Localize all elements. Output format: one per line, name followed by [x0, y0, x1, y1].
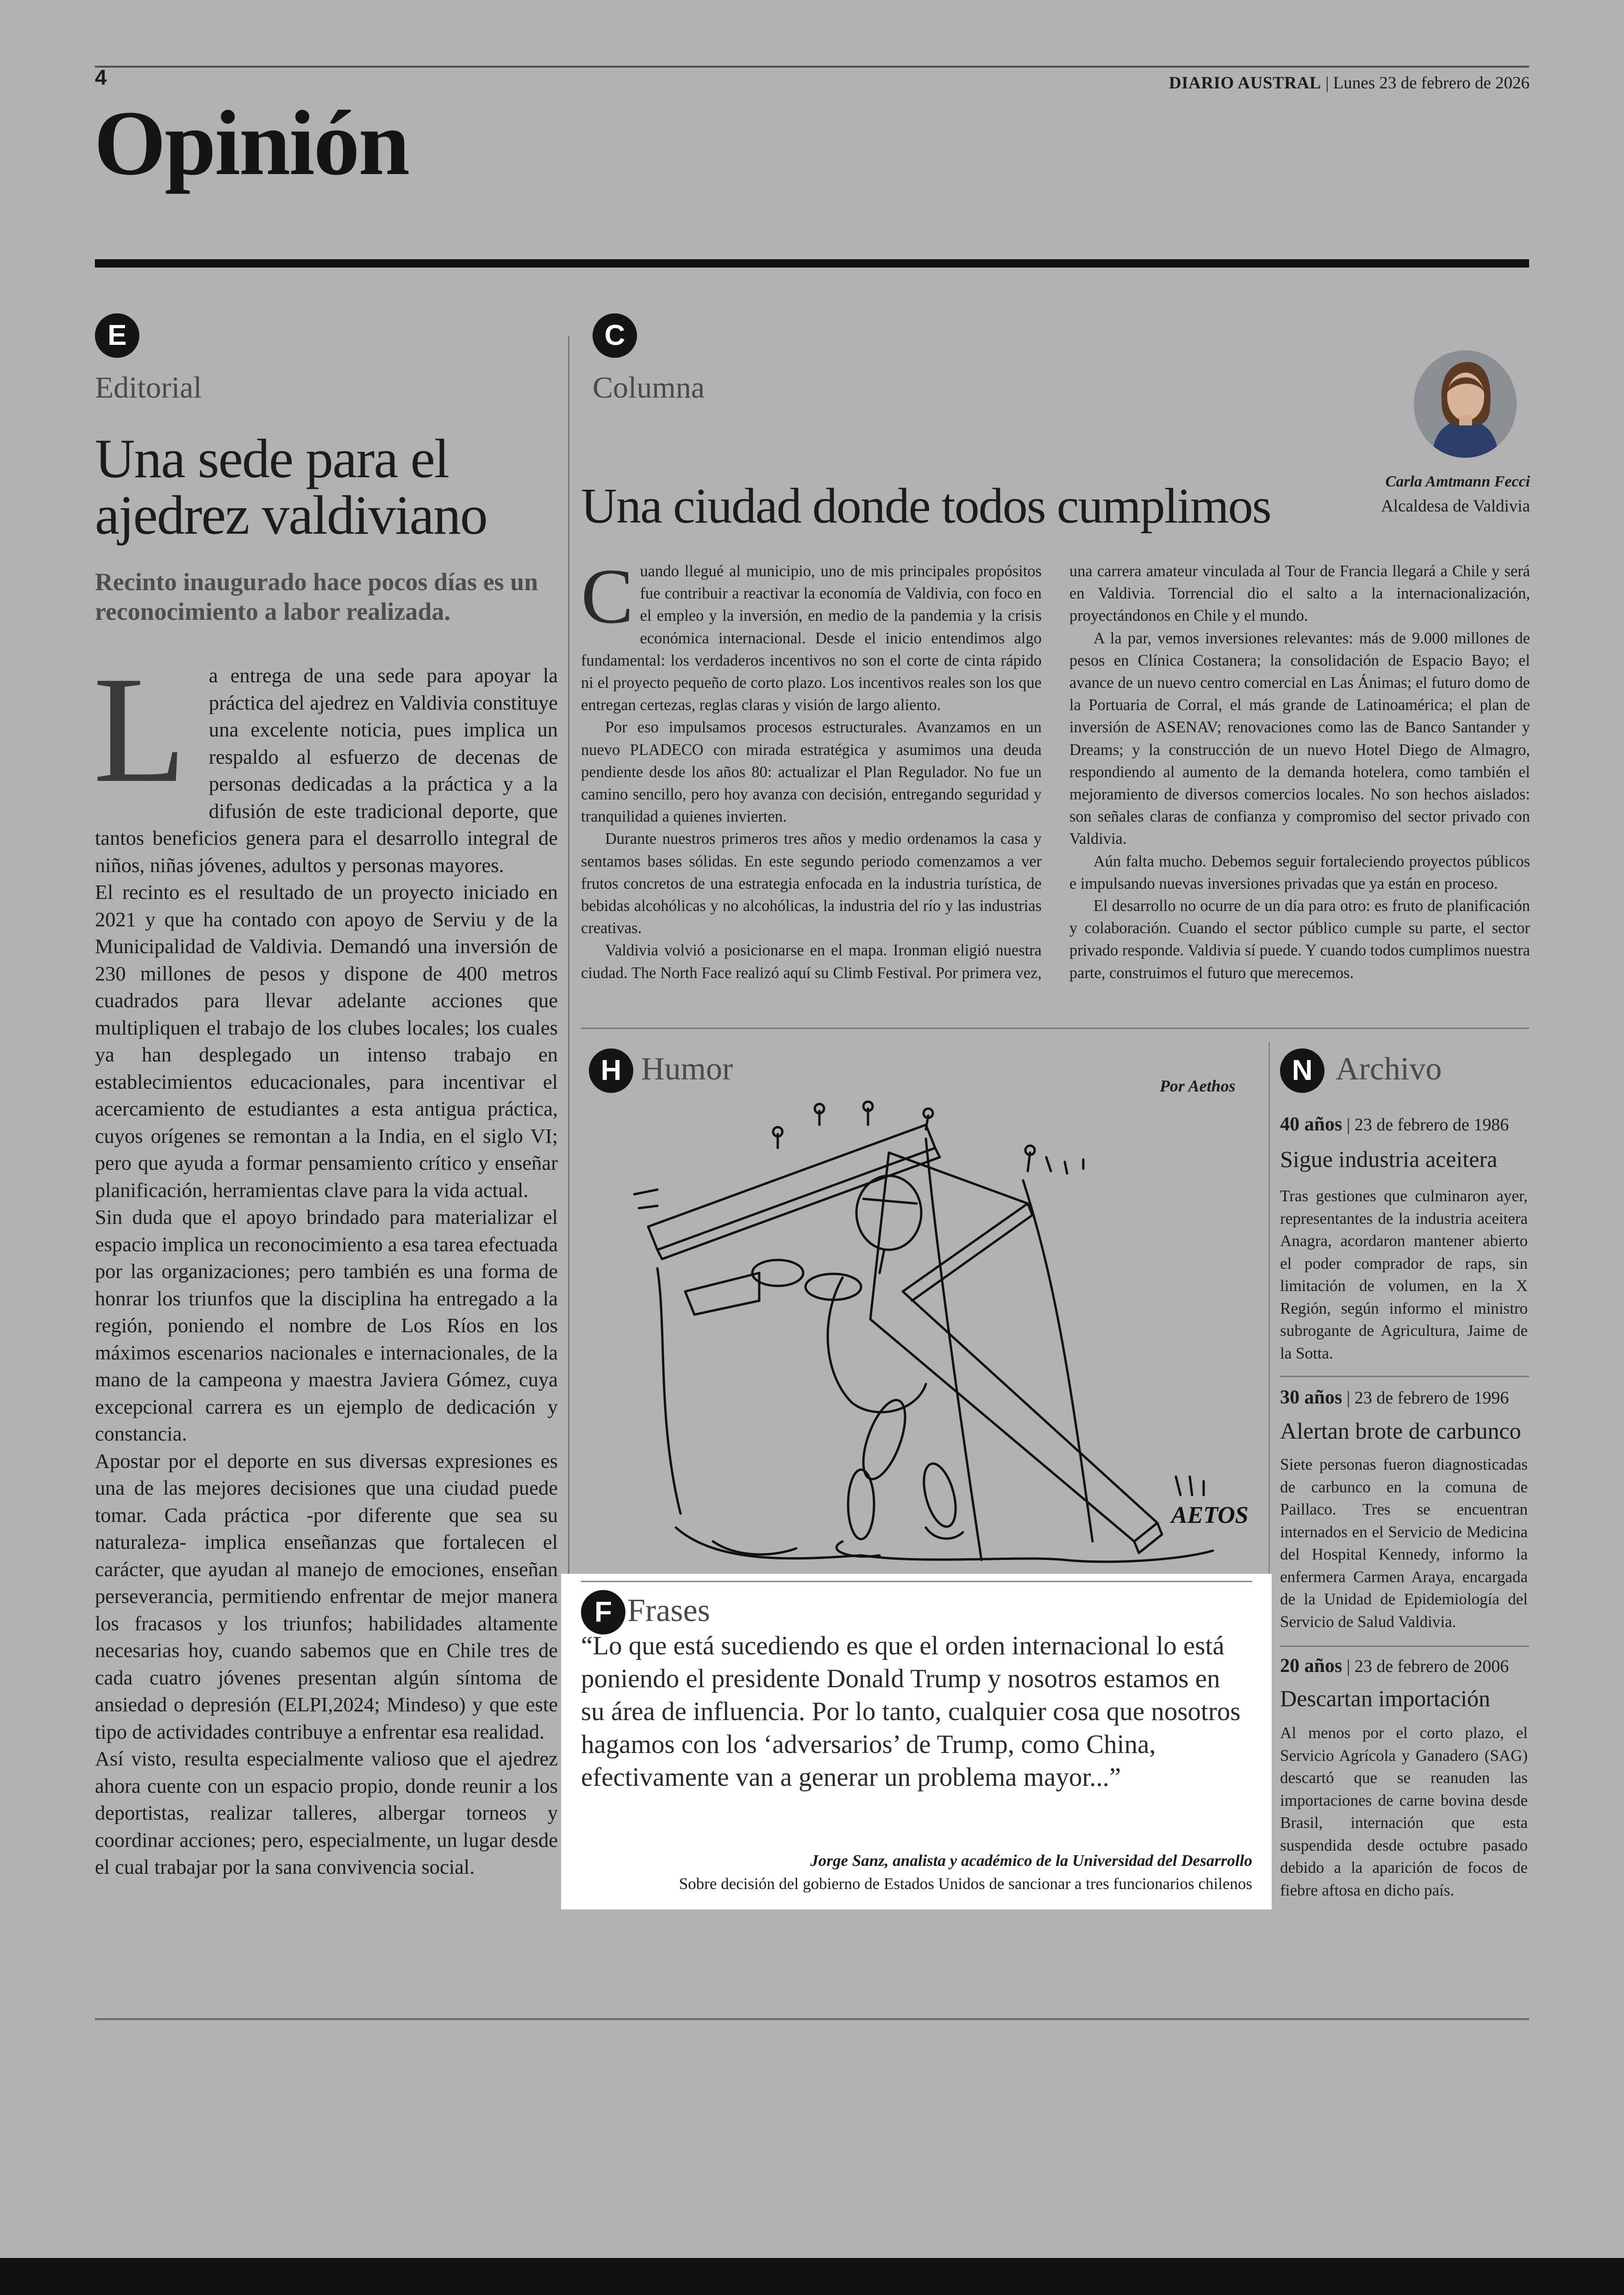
column-paragraph: Por eso impulsamos procesos estructurales. Avanzamos en un nuevo PLADECO con mirada estratégica y asumimos una deuda pendiente desde los años 80: actualizar el Plan Regulador. No fue un camino sencillo, pero hoy avanza con decisión, entregando seguridad y tranquilidad a quienes invierten. — [581, 718, 1042, 826]
footer-rule — [95, 2018, 1529, 2020]
section-title: Opinión — [94, 92, 409, 194]
editorial-paragraph: L a entrega de una sede para apoyar la práctica del ajedrez en Valdivia constituye una excelente noticia, pues implica un respaldo al esfuerzo de decenas de personas dedicadas a la práctica y a la difusión de este tradicional deporte, que tantos beneficios genera para el desarrollo integral de niños, niñas jóvenes, adultos y personas mayores. — [93, 645, 558, 877]
column-paragraph: Durante nuestros primeros tres años y medio ordenamos la casa y sentamos bases sólidas. En este segundo periodo comenzamos a ver frutos concretos de una estrategia enfocada en la industria turística, de bebidas alcohólicas y no alcohólicas, la industria del río y las industrias creativas. — [581, 830, 1042, 937]
column-badge: C — [593, 313, 637, 358]
column-dropcap: C — [581, 553, 634, 640]
archivo-item-text: Tras gestiones que culminaron ayer, representantes de la industria aceitera Anagra, acordaron mantener abierto el poder comprador de raps, sin limitación de volumen, en la X Región, según informo el ministro subrogante de Agricultura, Jaime de la Sotta. — [1280, 1187, 1528, 1362]
editorial-paragraph: Sin duda que el apoyo brindado para materializar el espacio implica un reconocimiento a esa tarea efectuada por las organizaciones; pero también es una forma de honrar los triunfos que la disciplina ha entregado a la región, poniendo el nombre de Los Ríos en los máximos escenarios nacionales e internacionales, de la mano de la campeona y maestra Javiera Gómez, cuya excepcional carrera es un ejemplo de dedicación y constancia. — [95, 1205, 558, 1445]
column-bottom-rule — [581, 1028, 1529, 1029]
issue-date: Lunes 23 de febrero de 2026 — [1333, 74, 1530, 93]
column-kicker: Columna — [593, 371, 705, 405]
archivo-item-meta: 40 años | 23 de febrero de 1986 — [1280, 1114, 1509, 1135]
column-paragraph: A la par, vemos inversiones relevantes: más de 9.000 millones de pesos en Clínica Costanera; la consolidación de Espacio Bayo; el avance de un nuevo centro comercial en Las Ánimas; el futuro domo de la Portuaria de Corral, el más grande de Latinoamérica; el plan de inversión de ASENAV; renovaciones como las de Banco Santander y Dreams; y la construcción de un nuevo Hotel Diego de Almagro, respondiendo al aumento de la demanda hotelera, como también el mejoramiento de diversos comercios locales. No son hechos aislados: son señales claras de confianza y compromiso del sector privado con Valdivia. — [1069, 629, 1530, 848]
editorial-kicker: Editorial — [95, 371, 202, 405]
section-rule — [95, 259, 1529, 268]
paper-name: DIARIO AUSTRAL — [1168, 74, 1321, 93]
frases-context: Sobre decisión del gobierno de Estados Unidos de sancionar a tres funcionarios chilenos — [679, 1875, 1252, 1893]
editorial-body — [93, 645, 558, 1881]
top-rule — [95, 66, 1529, 68]
archivo-item-headline: Sigue industria aceitera — [1280, 1146, 1498, 1172]
column-paragraph: Valdivia volvió a posicionarse en el mapa. Ironman eligió nuestra ciudad. The North Face realizó aquí su Climb Festival. Por primera vez, una carrera amateur vinculada al Tour de Francia llegará a Chile y será en Valdivia. Torrencial dio el salto a la internacionalización, proyectándonos en Chile y el mundo. — [581, 562, 1530, 982]
frases-quote: “Lo que está sucediendo es que el orden internacional lo está poniendo el presidente Donald Trump y nosotros estamos en su área de influencia. Por lo tanto, cualquier cosa que nosotros hagamos con los ‘adversarios’ de Trump, como China, efectivamente van a generar un problema mayor...” — [581, 1631, 1241, 1792]
archivo-item-headline: Descartan importación — [1280, 1685, 1490, 1711]
portrait-image — [1414, 350, 1517, 458]
humor-cartoon — [602, 1097, 1255, 1574]
humor-badge: H — [589, 1048, 633, 1093]
editorial-paragraph: Apostar por el deporte en sus diversas expresiones es una de las mejores decisiones que una ciudad puede tomar. Cada práctica -por diferente que sea su naturaleza- implica enseñanzas que fortalecen el carácter, que ayudan al manejo de emociones, enseñan perseverancia, permitiendo enfrentar de mejor manera los fracasos y los triunfos; habilidades altamente necesarias hoy, cuando sabemos que en Chile tres de cada cuatro jóvenes presentan algún síntoma de ansiedad o depresión (ELPI,2024; Mindeso) y que este tipo de actividades contribuye a enfrentar esa realidad. — [95, 1449, 558, 1743]
column-author-role: Alcaldesa de Valdivia — [1381, 497, 1530, 516]
archivo-kicker: Archivo — [1336, 1051, 1442, 1087]
editorial-paragraph: Así visto, resulta especialmente valioso que el ajedrez ahora cuente con un espacio propio, donde reunir a los deportistas, realizar talleres, albergar torneos y coordinar acciones; pero, especialmente, un lugar desde el cual trabajar por la sana convivencia social. — [95, 1747, 558, 1878]
archivo-badge: N — [1280, 1048, 1324, 1093]
cartoon-drawing — [602, 1097, 1255, 1574]
column-paragraph: Cuando llegué al municipio, uno de mis principales propósitos fue contribuir a reactivar la economía de Valdivia, con foco en el empleo y la inversión, en medio de la pandemia y la crisis económica internacional. Desde el inicio entendimos algo fundamental: los verdaderos incentivos no son el corte de cinta rápido ni el proyecto pequeño de corto plazo. Los incentivos reales son los que entregan certezas, reglas claras y visión de largo aliento. — [581, 553, 1042, 714]
column-body — [581, 553, 1530, 1009]
editorial-paragraph: El recinto es el resultado de un proyecto iniciado en 2021 y que ha contado con apoyo de Serviu y de la Municipalidad de Valdivia. Demandó una inversión de 230 millones de pesos y dispone de 400 metros cuadrados para llevar adelante acciones que multipliquen el trabajo de los clubes locales; los cuales ya han desplegado un intenso trabajo en establecimientos educacionales, para incentivar el acercamiento de estudiantes a esta antigua práctica, cuyos orígenes se remontan a la India, en el siglo VI; pero que ayuda a formar pensamiento crítico y enseñar planificación, herramientas clave para la vida actual. — [95, 880, 558, 1202]
column-title: Una ciudad donde todos cumplimos — [581, 479, 1271, 534]
archivo-item-text: Al menos por el corto plazo, el Servicio Agrícola y Ganadero (SAG) descartó que se reanuden las importaciones de carne bovina desde Brasil, internación que esta suspendida desde octubre pasado debido a la aparición de focos de fiebre aftosa en dicho país. — [1280, 1724, 1528, 1899]
humor-kicker: Humor — [641, 1051, 733, 1087]
archivo-divider — [1280, 1376, 1529, 1377]
archivo-item-headline: Alertan brote de carbunco — [1280, 1418, 1521, 1444]
column-paragraph: Aún falta mucho. Debemos seguir fortaleciendo proyectos públicos e impulsando nuevas inversiones privadas que ya están en proceso. — [1069, 852, 1530, 892]
editorial-dropcap: L — [93, 645, 187, 814]
archivo-item-text: Siete personas fueron diagnosticadas de carbunco en la comuna de Paillaco. Tres se encuentran internados en el Servicio de Medicina del Hospital Kennedy, informo la enfermera Carmen Araya, encargada de la Unidad de Epidemiología del Servicio de Salud Valdivia. — [1280, 1455, 1528, 1631]
archivo-divider — [1280, 1646, 1529, 1647]
masthead-separator: | — [1321, 74, 1333, 93]
bottom-bar — [0, 2258, 1624, 2295]
page-number: 4 — [95, 65, 107, 89]
archivo-item-meta: 30 años | 23 de febrero de 1996 — [1280, 1387, 1509, 1408]
archivo-item-meta: 20 años | 23 de febrero de 2006 — [1280, 1655, 1509, 1677]
editorial-deck: Recinto inaugurado hace pocos días es un reconocimiento a labor realizada. — [95, 568, 538, 625]
humor-credit: Por Aethos — [1160, 1077, 1236, 1095]
viewer-nub: ◌ ◌ — [802, 0, 823, 15]
author-portrait — [1414, 350, 1517, 458]
frases-source: Jorge Sanz, analista y académico de la Universidad del Desarrollo — [810, 1852, 1252, 1870]
column-paragraph: El desarrollo no ocurre de un día para otro: es fruto de planificación y colaboración. Cuando el sector público cumple su parte, el sector privado responde. Valdivia sí puede. Y cuando todos cumplimos nuestra parte, construimos el futuro que merecemos. — [1069, 897, 1530, 982]
column-author: Carla Amtmann Fecci — [1385, 473, 1530, 490]
cartoon-signature: AETOS — [1171, 1502, 1249, 1528]
editorial-badge: E — [95, 313, 139, 358]
masthead — [1169, 73, 1530, 93]
frases-top-rule — [581, 1581, 1252, 1582]
frases-kicker: Frases — [627, 1593, 710, 1628]
frases-badge: F — [581, 1590, 625, 1634]
editorial-title: Una sede para el ajedrez valdiviano — [95, 428, 487, 546]
